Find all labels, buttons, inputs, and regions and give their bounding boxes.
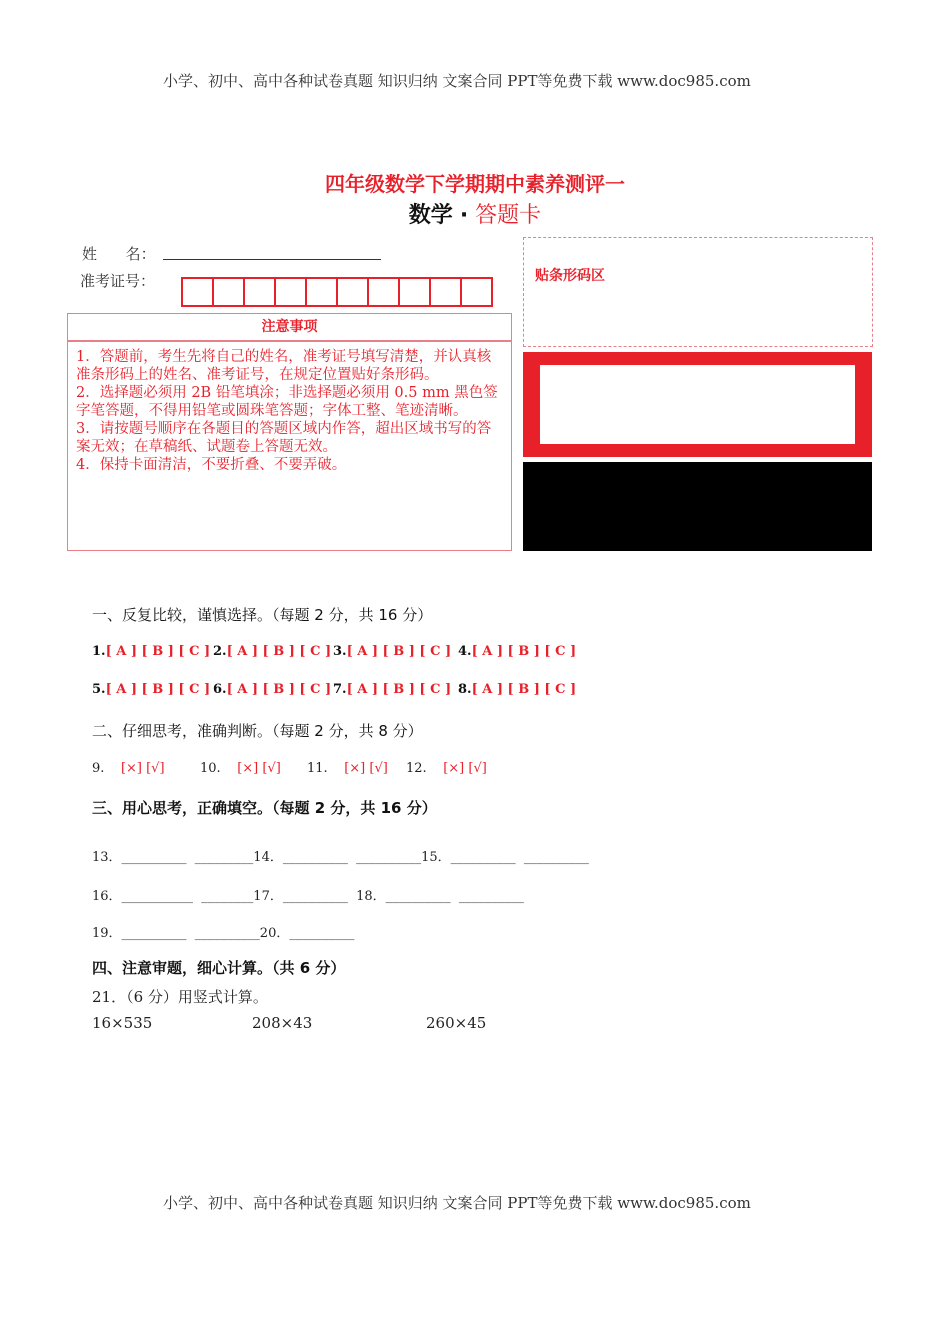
mc-question[interactable]: 3.[ A ] [ B ] [ C ] [333,644,452,659]
notice-item: 4．保持卡面清洁，不要折叠、不要弄破。 [76,457,347,473]
calc-item: 208×43 [252,1014,313,1032]
subtitle-card: 答题卡 [475,203,542,228]
fill-row[interactable]: 13．__________ _________14．__________ __________15．__________ __________ [92,850,589,865]
id-digit-cell[interactable] [214,279,245,305]
subtitle-dot: · [459,203,469,228]
page-footer: 小学、初中、高中各种试卷真题 知识归纳 文案合同 PPT等免费下载 www.doc985.com [163,1194,751,1212]
notice-item: 3．请按题号顺序在各题目的答题区域内作答，超出区域书写的答案无效；在草稿纸、试题卷上答题无效。 [76,421,492,455]
calc-item: 260×45 [426,1014,487,1032]
mc-question[interactable]: 6.[ A ] [ B ] [ C ] [213,682,332,697]
card-subtitle [0,198,950,229]
tf-question[interactable]: 9. [×] [√] [92,761,165,776]
tf-question[interactable]: 12. [×] [√] [406,761,487,776]
barcode-area [523,237,873,347]
notice-title: 注意事项 [67,313,512,341]
id-digit-cell[interactable] [245,279,276,305]
notice-box [67,341,512,551]
id-digit-cell[interactable] [183,279,214,305]
name-label: 姓 名： [82,245,156,263]
id-digit-cell[interactable] [369,279,400,305]
black-block [523,462,872,551]
section-4-title: 四、注意审题，细心计算。（共 6 分） [92,959,346,977]
mc-question[interactable]: 4.[ A ] [ B ] [ C ] [458,644,577,659]
notice-item: 1．答题前，考生先将自己的姓名，准考证号填写清楚，并认真核准条形码上的姓名、准考证号，在规定位置贴好条形码。 [76,349,492,383]
calc-item: 16×535 [92,1014,153,1032]
subtitle-subject: 数学 [408,203,453,228]
section-2-title: 二、仔细思考，准确判断。（每题 2 分，共 8 分） [92,722,423,740]
fill-row[interactable]: 16．___________ ________17．__________ 18．__________ __________ [92,889,524,904]
question-21: 21．（6 分）用竖式计算。 [92,988,268,1006]
absent-mark-inner[interactable] [540,365,855,444]
tf-question[interactable]: 11. [×] [√] [307,761,388,776]
id-label: 准考证号： [80,272,156,290]
mc-question[interactable]: 1.[ A ] [ B ] [ C ] [92,644,211,659]
barcode-label: 贴条形码区 [535,268,605,284]
page-header: 小学、初中、高中各种试卷真题 知识归纳 文案合同 PPT等免费下载 www.doc985.com [163,72,751,90]
section-3-title: 三、用心思考，正确填空。（每题 2 分，共 16 分） [92,799,437,817]
mc-question[interactable]: 5.[ A ] [ B ] [ C ] [92,682,211,697]
id-digit-cell[interactable] [338,279,369,305]
fill-row[interactable]: 19．__________ __________20．__________ [92,926,355,941]
id-digit-cell[interactable] [431,279,462,305]
id-number-boxes [181,277,493,307]
mc-question[interactable]: 2.[ A ] [ B ] [ C ] [213,644,332,659]
section-1-title: 一、反复比较，谨慎选择。（每题 2 分，共 16 分） [92,606,433,624]
mc-question[interactable]: 8.[ A ] [ B ] [ C ] [458,682,577,697]
id-digit-cell[interactable] [462,279,491,305]
notice-item: 2．选择题必须用 2B 铅笔填涂；非选择题必须用 0.5 mm 黑色签字笔答题，不得用铅笔或圆珠笔答题；字体工整、笔迹清晰。 [76,385,498,419]
tf-question[interactable]: 10. [×] [√] [200,761,281,776]
id-digit-cell[interactable] [400,279,431,305]
exam-title: 四年级数学下学期期中素养测评一 [325,172,625,196]
name-field[interactable] [163,258,381,260]
id-digit-cell[interactable] [307,279,338,305]
id-digit-cell[interactable] [276,279,307,305]
mc-question[interactable]: 7.[ A ] [ B ] [ C ] [333,682,452,697]
